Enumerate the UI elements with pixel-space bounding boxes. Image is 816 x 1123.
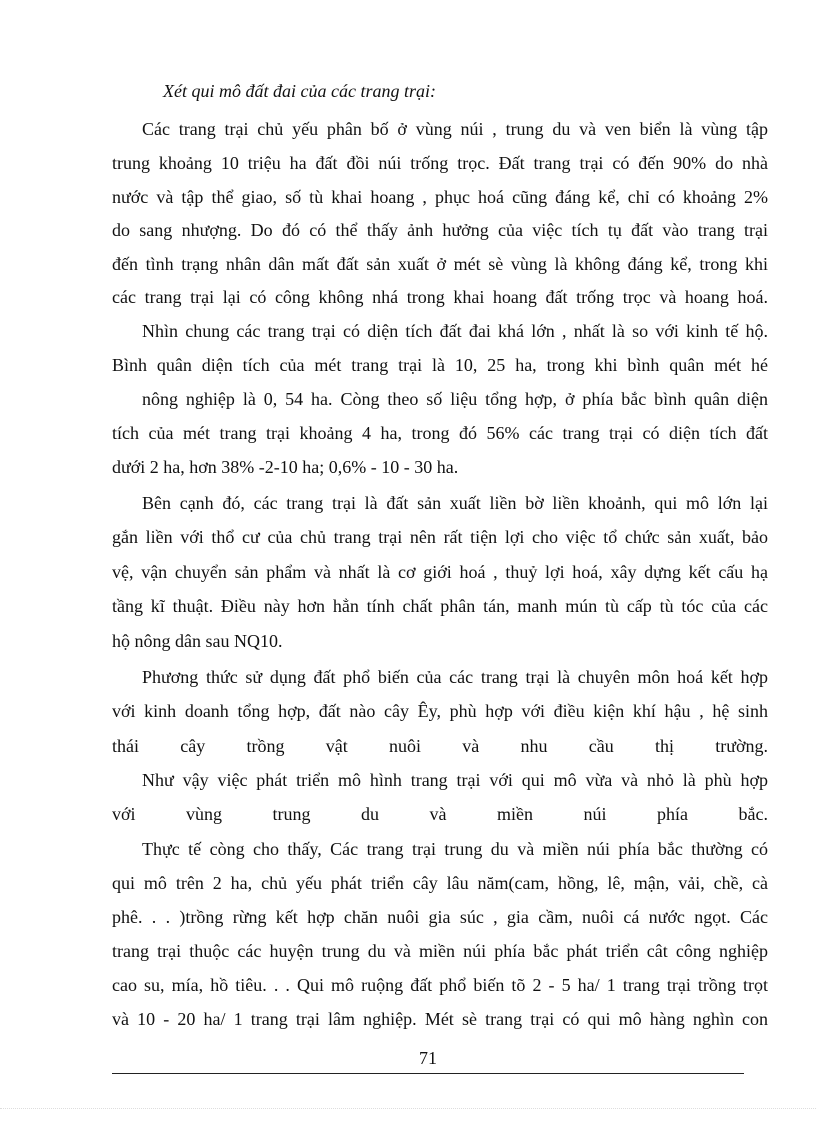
page-number: 71 (419, 1048, 437, 1068)
paragraph-line: và 10 - 20 ha/ 1 trang trại lâm nghiệp. Mét sè trang trại có qui mô hàng nghìn con (112, 1009, 768, 1029)
paragraph-line: gắn liền với thổ cư của chủ trang trại nên rất tiện lợi cho việc tổ chức sản xuất, bảo (112, 527, 768, 547)
paragraph-line: nước và tập thể giao, số tù khai hoang , phục hoá cũng đáng kể, chỉ có khoảng 2% (112, 187, 768, 207)
paragraph-line: Nhìn chung các trang trại có diện tích đất đai khá lớn , nhất là so với kinh tế hộ. (142, 321, 768, 341)
paragraph-line: phê. . . )trồng rừng kết hợp chăn nuôi gia súc , gia cầm, nuôi cá nước ngọt. Các (112, 907, 768, 927)
paragraph-line: Bên cạnh đó, các trang trại là đất sản xuất liền bờ liền khoảnh, qui mô lớn lại (142, 493, 768, 513)
paragraph-line: với kinh doanh tổng hợp, đất nào cây Êy, phù hợp với điều kiện khí hậu , hệ sinh (112, 701, 768, 721)
paragraph-line: dưới 2 ha, hơn 38% -2-10 ha; 0,6% - 10 - 30 ha. (112, 457, 459, 477)
paragraph-line: vệ, vận chuyển sản phẩm và nhất là cơ giới hoá , thuỷ lợi hoá, xây dựng kết cấu hạ (112, 562, 768, 582)
paragraph-line: hộ nông dân sau NQ10. (112, 631, 283, 651)
paragraph-line: qui mô trên 2 ha, chủ yếu phát triển cây lâu năm(cam, hồng, lê, mận, vải, chề, cà (112, 873, 768, 893)
paragraph-line: tầng kĩ thuật. Điều này hơn hẳn tính chất phân tán, manh mún tù cấp tù tóc của các (112, 596, 768, 616)
paragraph-line: đến tình trạng nhân dân mất đất sản xuất ở mét sè vùng là không đáng kể, trong khi (112, 254, 768, 274)
section-heading: Xét qui mô đất đai của các trang trại: (163, 81, 436, 101)
paragraph-line: với vùng trung du và miền núi phía bắc. (112, 804, 768, 824)
paragraph-line: do sang nhượng. Do đó có thể thấy ảnh hưởng của việc tích tụ đất vào trang trại (112, 220, 768, 240)
paragraph-line: trung khoảng 10 triệu ha đất đồi núi trống trọc. Đất trang trại có đến 90% do nhà (112, 153, 768, 173)
paragraph-line: thái cây trồng vật nuôi và nhu cầu thị trường. (112, 736, 768, 756)
paragraph-line: Phương thức sử dụng đất phổ biến của các trang trại là chuyên môn hoá kết hợp (142, 667, 768, 687)
paragraph-line: trang trại thuộc các huyện trung du và miền núi phía bắc phát triển cât công nghiệp (112, 941, 768, 961)
footer-rule (112, 1073, 744, 1074)
paragraph-line: nông nghiệp là 0, 54 ha. Còng theo số liệu tổng hợp, ở phía bắc bình quân diện (142, 389, 768, 409)
paragraph-line: tích của mét trang trại khoảng 4 ha, trong đó 56% các trang trại có diện tích đất (112, 423, 768, 443)
paragraph-line: Như vậy việc phát triển mô hình trang trại với qui mô vừa và nhỏ là phù hợp (142, 770, 768, 790)
paragraph-line: cao su, mía, hồ tiêu. . . Qui mô ruộng đất phổ biến tõ 2 - 5 ha/ 1 trang trại trồng trọt (112, 975, 768, 995)
page-edge-divider (0, 1108, 816, 1109)
paragraph-line: Các trang trại chủ yếu phân bố ở vùng núi , trung du và ven biển là vùng tập (142, 119, 768, 139)
paragraph-line: các trang trại lại có công không nhá trong khai hoang đất trống trọc và hoang hoá. (112, 287, 768, 307)
paragraph-line: Thực tế còng cho thấy, Các trang trại trung du và miền núi phía bắc thường có (142, 839, 768, 859)
paragraph-line: Bình quân diện tích của mét trang trại là 10, 25 ha, trong khi bình quân mét hé (112, 355, 768, 375)
